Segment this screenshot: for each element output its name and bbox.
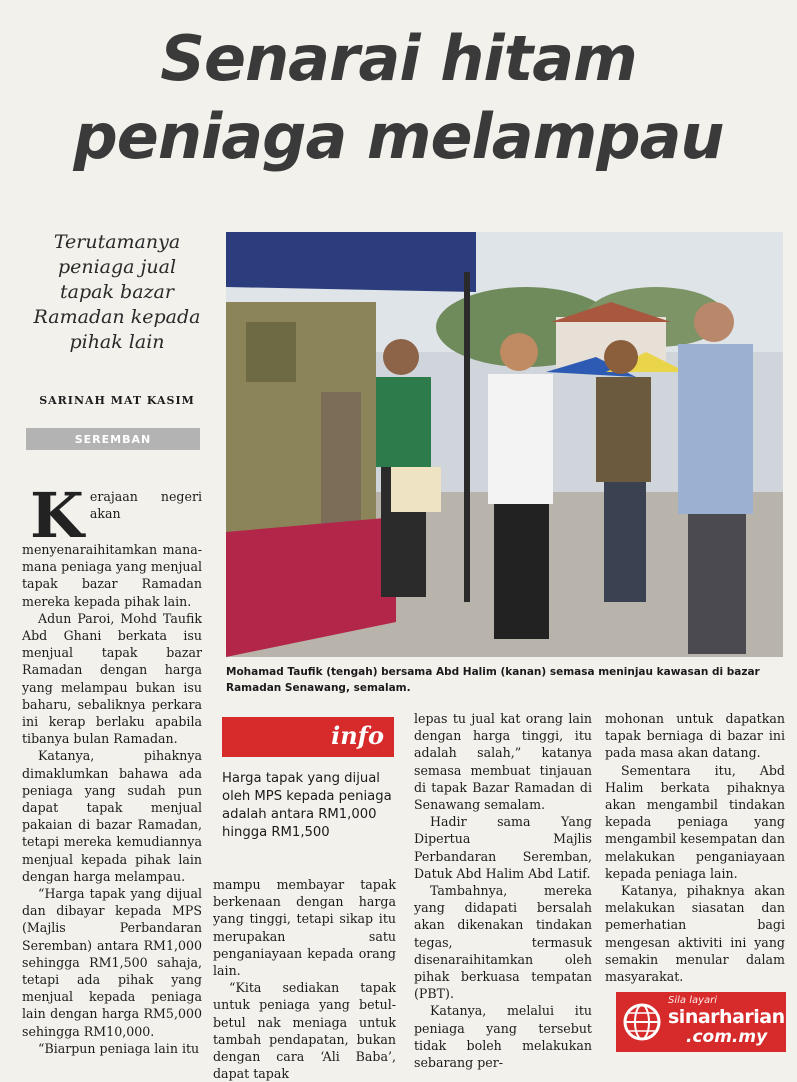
sinarharian-logo <box>616 992 786 1052</box>
drop-cap: K <box>30 479 84 552</box>
article-paragraph: Sementara itu, Abd Halim berkata pihaknya akan mengambil tindakan kepada peniaga yang mengambil kesempatan dan melakukan penganiayaan kepada peniaga lain. <box>605 762 786 881</box>
location-label <box>26 428 200 450</box>
deck-line: peniaga jual <box>57 256 177 278</box>
location-text: SEREMBAN <box>74 432 152 446</box>
photo-illustration <box>226 232 783 657</box>
deck-line: Ramadan kepada <box>33 306 201 328</box>
logo-domain: .com.my <box>686 1027 768 1047</box>
article-paragraph: “Biarpun peniaga lain itu <box>38 1040 200 1056</box>
article-paragraph: mampu membayar tapak berkenaan dengan harga yang tinggi, tetapi sikap itu merupakan satu penganiayaan kepada orang lain. <box>213 877 396 979</box>
article-paragraph <box>22 479 202 610</box>
logo-name: sinarharian <box>668 1006 785 1028</box>
photo-caption: Mohamad Taufik (tengah) bersama Abd Halim (kanan) semasa meninjau kawasan di bazar Ramadan Senawang, semalam. <box>226 666 760 694</box>
deck-line: Terutamanya <box>53 231 181 253</box>
article-paragraph: Katanya, pihaknya akan melakukan siasatan dan pemerhatian bagi mengesan aktiviti ini yang semakin menular dalam masyarakat. <box>605 883 785 985</box>
paragraph-text: erajaan negeri akan menyenaraihitamkan mana-mana peniaga yang menjual tapak bazar Ramadan mereka kepada pihak lain. <box>22 489 202 609</box>
news-photo <box>226 232 783 657</box>
article-paragraph: mohonan untuk dapatkan tapak berniaga di bazar ini pada masa akan datang. <box>605 711 785 761</box>
article-column-1 <box>22 479 202 1057</box>
article-column-3 <box>414 710 592 1071</box>
article-paragraph: “Kita sediakan tapak untuk peniaga yang betul-betul nak meniaga untuk tambah pendapatan, bukan dengan cara ‘Ali Baba’, dapat tapak <box>213 980 396 1082</box>
info-banner <box>222 717 394 757</box>
byline: SARINAH MAT KASIM <box>39 394 195 407</box>
globe-icon <box>622 1002 662 1042</box>
info-text: Harga tapak yang dijual oleh MPS kepada peniaga adalah antara RM1,000 hingga RM1,500 <box>222 771 392 840</box>
article-paragraph: Katanya, melalui itu peniaga yang tersebut tidak boleh melakukan sebarang per- <box>414 1003 592 1071</box>
article-paragraph: Tambahnya, mereka yang didapati bersalah akan dikenakan tindakan tegas, termasuk disenaraihitamkan oleh pihak berkuasa tempatan (PBT). <box>414 883 592 1002</box>
deck-line: pihak lain <box>69 331 165 353</box>
article-column-2 <box>213 876 396 1082</box>
article-paragraph: Adun Paroi, Mohd Taufik Abd Ghani berkata isu menjual tapak bazar Ramadan dengan harga yang melampau bukan isu baharu, sebaliknya perkara ini kerap berlaku apabila tibanya bulan Ramadan. <box>22 610 202 747</box>
deck <box>22 230 212 355</box>
logo-tagline: Sila layari <box>668 995 718 1006</box>
info-label: info <box>331 721 384 750</box>
deck-line: tapak bazar <box>60 281 174 303</box>
article-column-4 <box>605 710 785 985</box>
headline-line-2: peniaga melampau <box>73 100 724 173</box>
headline-line-1: Senarai hitam <box>160 22 637 95</box>
article-paragraph: lepas tu jual kat orang lain dengan harga tinggi, itu adalah salah,” katanya semasa membuat tinjauan di tapak Bazar Ramadan di Senawang semalam. <box>414 711 592 813</box>
article-paragraph: Hadir sama Yang Dipertua Majlis Perbandaran Seremban, Datuk Abd Halim Abd Latif. <box>414 814 592 881</box>
article-paragraph: “Harga tapak yang dijual dan dibayar kepada MPS (Majlis Perbandaran Seremban) antara RM1,000 sehingga RM1,500 sahaja, tetapi ada pihak yang menjual kepada peniaga lain dengan harga RM5,000 sehingga RM10,000. <box>22 886 202 1039</box>
article-paragraph: Katanya, pihaknya dimaklumkan bahawa ada peniaga yang sudah pun dapat tapak menjual pakaian di bazar Ramadan, tetapi mereka kemudiannya menjual kepada pihak lain dengan harga melampau. <box>22 748 202 884</box>
